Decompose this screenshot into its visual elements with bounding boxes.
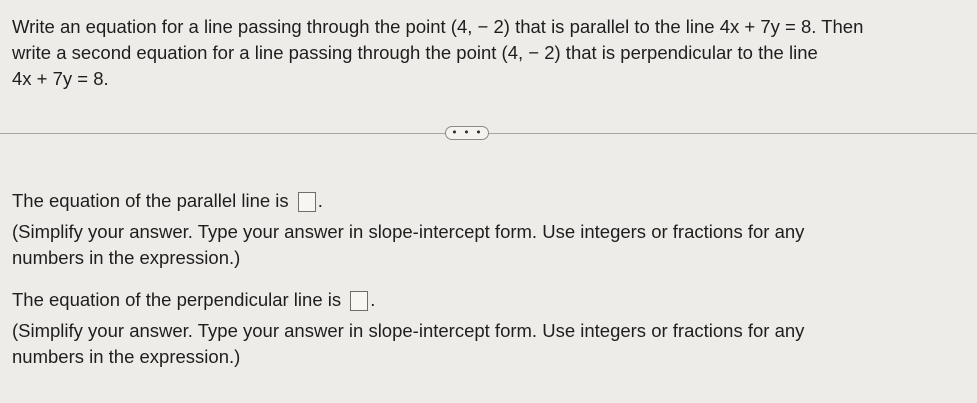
perpendicular-answer-section [12, 287, 967, 370]
question-text [12, 14, 967, 92]
parallel-prompt: The equation of the parallel line is [12, 190, 289, 211]
parallel-answer-input[interactable] [298, 192, 316, 212]
parallel-answer-line [12, 188, 967, 214]
hint-line: numbers in the expression.) [12, 247, 241, 268]
hint-line: numbers in the expression.) [12, 346, 241, 367]
parallel-period: . [317, 190, 323, 211]
question-line: write a second equation for a line passing through the point (4, − 2) that is perpendicular to the line [12, 42, 818, 63]
perpendicular-answer-input[interactable] [350, 291, 368, 311]
question-line: Write an equation for a line passing through the point (4, − 2) that is parallel to the line 4x + 7y = 8. Then [12, 16, 864, 37]
perpendicular-hint [12, 318, 967, 370]
more-button[interactable]: • • • [445, 126, 489, 140]
perpendicular-period: . [370, 289, 376, 310]
perpendicular-answer-line [12, 287, 967, 313]
question-line: 4x + 7y = 8. [12, 68, 109, 89]
parallel-hint [12, 219, 967, 271]
perpendicular-prompt: The equation of the perpendicular line is [12, 289, 342, 310]
hint-line: (Simplify your answer. Type your answer in slope-intercept form. Use integers or fractions for any [12, 320, 805, 341]
parallel-answer-section [12, 188, 967, 271]
hint-line: (Simplify your answer. Type your answer in slope-intercept form. Use integers or fractions for any [12, 221, 805, 242]
